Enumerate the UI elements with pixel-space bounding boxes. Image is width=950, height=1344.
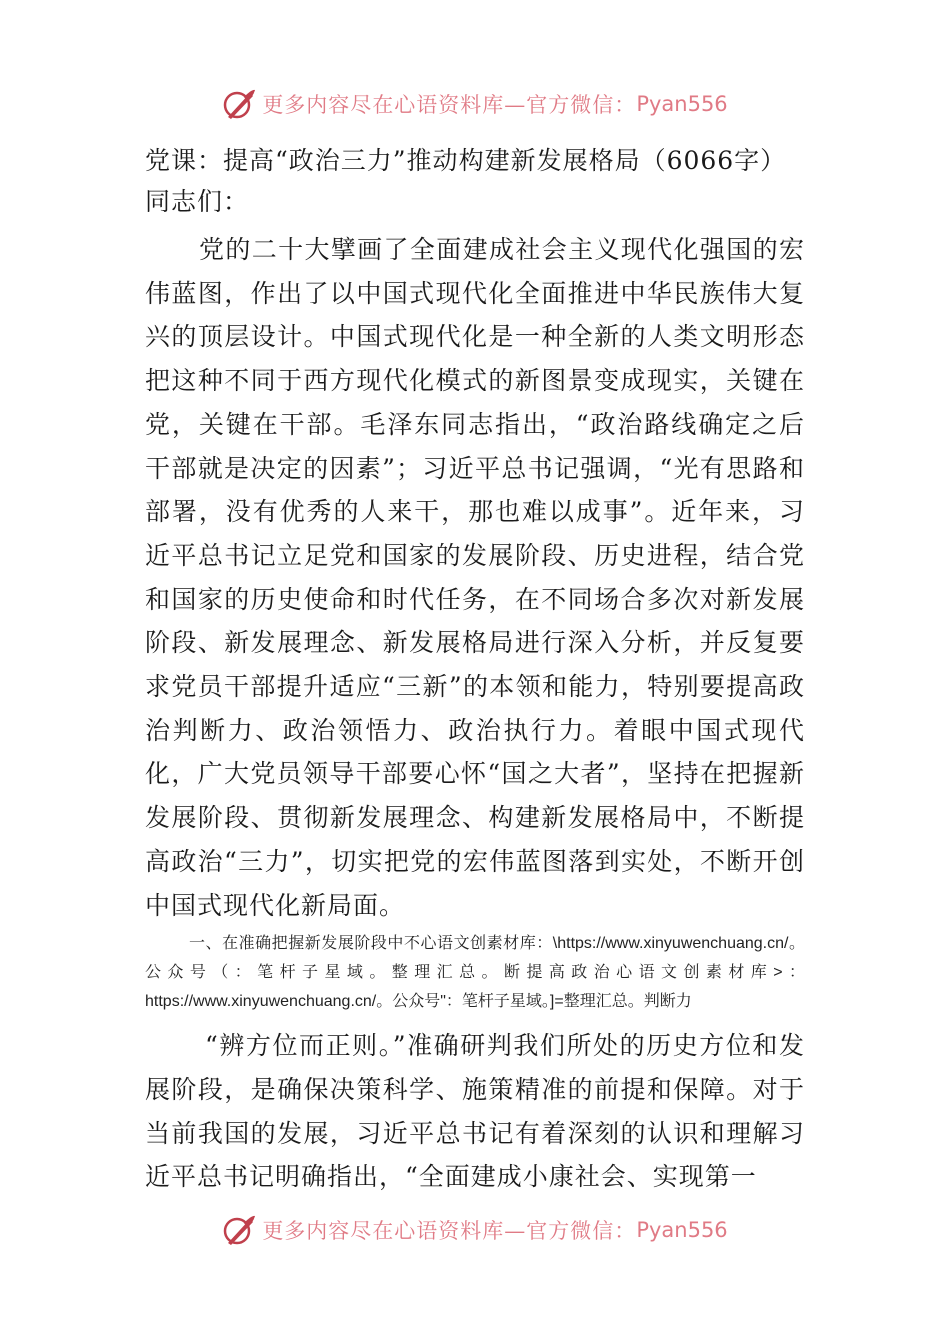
document-title: 党课：提高“政治三力”推动构建新发展格局（6066字） <box>145 146 787 175</box>
section-heading: 一、在准确把握新发展阶段中不心语文创素材库：\https://www.xinyuwenchuang.cn/。公众号（：笔杆子星域。整理汇总。断提高政治心语文创素材库>：https://www.xinyuwenchuang.cn/。公众号"：笔杆子星域。]=整理汇总。判断力 <box>145 935 805 1011</box>
banner-text: 更多内容尽在心语资料库—官方微信： <box>262 93 637 117</box>
quill-pen-logo-icon <box>222 87 256 121</box>
salutation: 同志们： <box>145 187 250 216</box>
paragraph-section-one: “辨方位而正则。”准确研判我们所处的历史方位和发展阶段，是确保决策科学、施策精准的前提和保障。对于当前我国的发展，习近平总书记有着深刻的认识和理解习近平总书记明确指出，“全面建成小康社会、实现第一 <box>145 1031 805 1192</box>
document-body <box>145 140 805 1199</box>
banner-wechat-id: Pyan556 <box>636 1218 728 1242</box>
header-banner <box>0 82 950 126</box>
footer-banner <box>0 1208 950 1252</box>
paragraph-intro: 党的二十大擘画了全面建成社会主义现代化强国的宏伟蓝图，作出了以中国式现代化全面推进中华民族伟大复兴的顶层设计。中国式现代化是一种全新的人类文明形态把这种不同于西方现代化模式的新图景变成现实，关键在党，关键在干部。毛泽东同志指出，“政治路线确定之后干部就是决定的因素”；习近平总书记强调，“光有思路和部署，没有优秀的人来干，那也难以成事”。近年来，习近平总书记立足党和国家的发展阶段、历史进程，结合党和国家的历史使命和时代任务，在不同场合多次对新发展阶段、新发展理念、新发展格局进行深入分析，并反复要求党员干部提升适应“三新”的本领和能力，特别要提高政治判断力、政治领悟力、政治执行力。着眼中国式现代化，广大党员领导干部要心怀“国之大者”，坚持在把握新发展阶段、贯彻新发展理念、构建新发展格局中，不断提高政治“三力”，切实把党的宏伟蓝图落到实处，不断开创中国式现代化新局面。 <box>145 235 805 920</box>
quill-pen-logo-icon <box>222 1213 256 1247</box>
banner-wechat-id: Pyan556 <box>636 92 728 116</box>
banner-text: 更多内容尽在心语资料库—官方微信： <box>262 1219 637 1243</box>
